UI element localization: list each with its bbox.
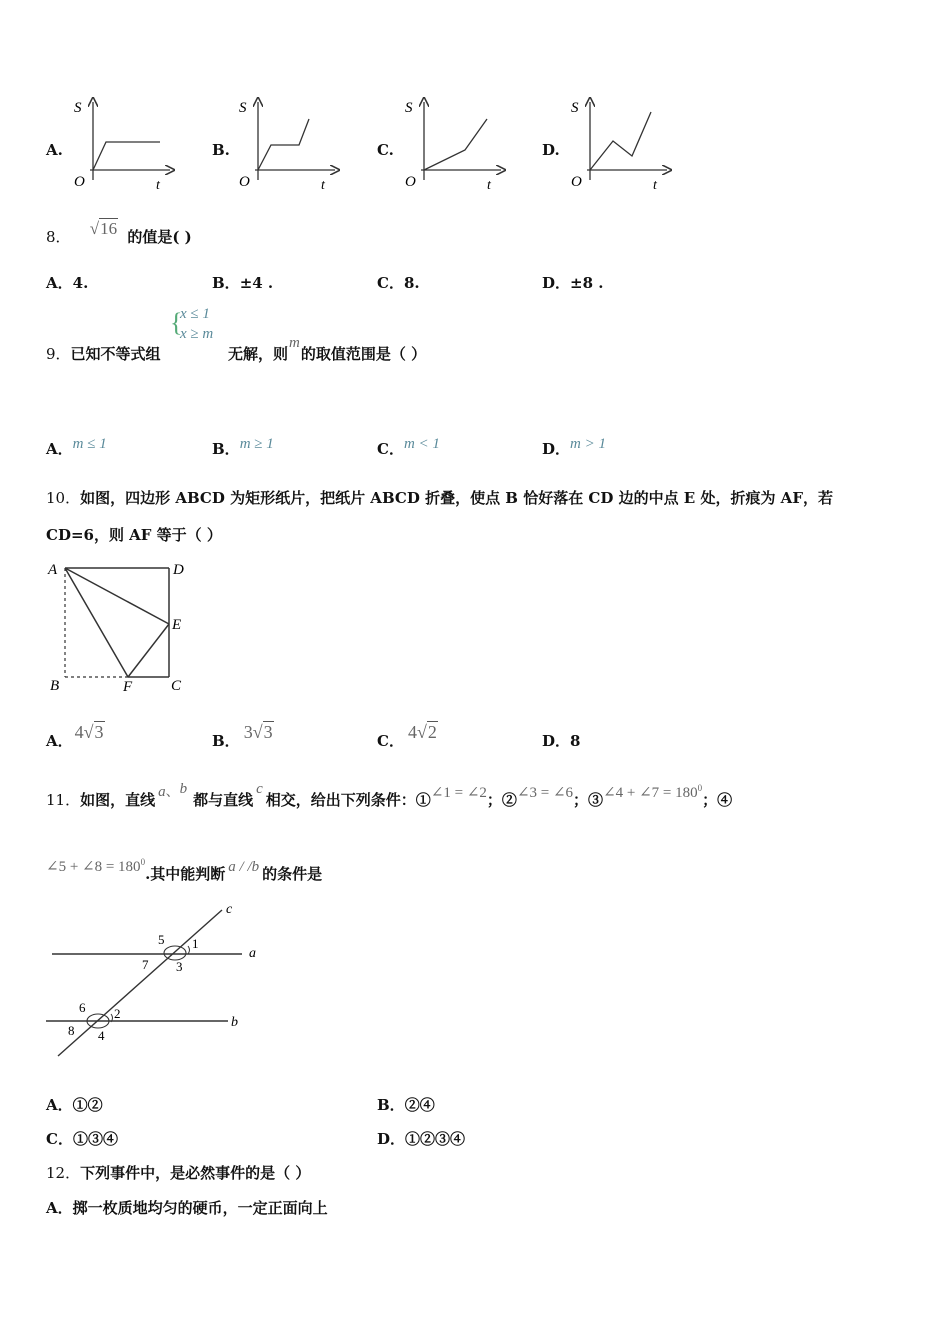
q9-option-d-value: m > 1: [570, 436, 606, 452]
q8-option-c-value: 8.: [403, 274, 420, 292]
q10-label-e: E: [172, 617, 182, 633]
q11-option-a-value: ①②: [72, 1096, 103, 1114]
q11-option-d: [377, 1128, 465, 1149]
q10-option-d-value: 8: [570, 732, 581, 750]
q10-option-b-coef: 3: [243, 722, 253, 742]
q11-cond3-main: ∠4 + ∠7 = 180: [603, 785, 698, 801]
q10-option-a-coef: 4: [74, 722, 84, 742]
q11-label-b: b: [231, 1015, 238, 1030]
q11-label-7: 7: [142, 957, 149, 972]
q7-c-origin: O: [405, 174, 416, 190]
q11-cond2: ∠3 = ∠6: [516, 785, 574, 801]
q11-figure: [44, 900, 274, 1065]
q11-t8: 的条件是: [262, 865, 323, 883]
q7-graph-b: [233, 92, 343, 192]
q9-stem-end: [228, 335, 427, 364]
q8-radicand: 16: [100, 219, 118, 238]
q8-option-d: [542, 272, 603, 293]
q7-d-origin: O: [571, 174, 582, 190]
q7-option-a-label: A.: [46, 141, 63, 159]
q12-number: 12．: [46, 1164, 81, 1182]
q10-number: 10．: [46, 489, 81, 507]
q10-option-a-radicand: 3: [94, 722, 104, 742]
q7-option-c-label: C.: [377, 141, 394, 159]
q11-t4: ；②: [486, 791, 517, 809]
q11-option-b-value: ②④: [404, 1096, 435, 1114]
q7-option-d-label: D.: [542, 141, 560, 159]
q9-text-before: 已知不等式组: [70, 345, 161, 363]
q11-option-a: [46, 1094, 103, 1115]
q12-text: 下列事件中，是必然事件的是（ ）: [80, 1164, 311, 1182]
q11-option-c-value: ①③④: [72, 1130, 118, 1148]
q9-option-c: [377, 438, 440, 459]
q11-stem-line2: [46, 857, 323, 884]
q10-label-f: F: [123, 679, 133, 695]
q8-number: 8．: [46, 228, 71, 246]
q11-option-b-label: B．: [377, 1096, 405, 1114]
q7-b-axis-s: S: [239, 100, 247, 116]
q11-option-c-label: C．: [46, 1130, 73, 1148]
q11-cond1: ∠1 = ∠2: [430, 785, 487, 801]
q9-text-mid: 无解，则: [228, 345, 289, 363]
q11-label-c: c: [226, 902, 233, 917]
q9-option-b-label: B．: [212, 440, 240, 458]
q8-option-a-label: A．: [46, 274, 73, 292]
q11-parallel: a / /b: [228, 859, 260, 875]
q11-t1: 如图，直线: [80, 791, 156, 809]
q11-label-4: 4: [98, 1028, 105, 1043]
q7-a-axis-t: t: [156, 178, 160, 192]
q10-option-c-label: C．: [377, 732, 404, 750]
q11-label-5: 5: [158, 932, 165, 947]
q9-number: 9．: [46, 345, 71, 363]
q11-option-c: [46, 1128, 118, 1149]
q9-system-line1: x ≤ 1: [180, 306, 210, 322]
q11-cond3: [603, 785, 702, 801]
q10-figure: [44, 556, 204, 696]
q11-option-d-value: ①②③④: [405, 1130, 466, 1148]
q9-option-b-value: m ≥ 1: [239, 436, 274, 452]
q8-option-d-label: D．: [542, 274, 571, 292]
q9-inequality-system: { x ≤ 1 x ≥ m: [170, 306, 214, 342]
q8-option-c: [377, 272, 420, 293]
q11-label-8: 8: [68, 1023, 75, 1038]
q10-option-a-label: A．: [46, 732, 73, 750]
q11-label-3: 3: [176, 959, 183, 974]
q12-stem: [46, 1162, 310, 1183]
q9-option-b: [212, 438, 274, 459]
q8-option-c-label: C．: [377, 274, 404, 292]
q8-option-b: [212, 272, 273, 293]
q9-option-c-value: m < 1: [403, 436, 440, 452]
q11-t5: ；③: [573, 791, 604, 809]
q11-t3: 相交，给出下列条件：①: [265, 791, 431, 809]
q8-stem: [46, 219, 192, 247]
q8-text: 的值是( ): [127, 228, 192, 246]
q10-option-d-label: D．: [542, 732, 571, 750]
q7-c-axis-t: t: [487, 178, 491, 192]
q11-label-a: a: [249, 946, 256, 961]
q8-option-b-value: ±4 .: [239, 274, 274, 292]
q11-sep: 、: [165, 785, 180, 800]
q11-cond4-main: ∠5 + ∠8 = 180: [46, 859, 141, 875]
q10-option-d: [542, 730, 580, 751]
q11-t2: 都与直线: [193, 791, 254, 809]
q9-option-d-label: D．: [542, 440, 571, 458]
q9-option-a: [46, 438, 107, 459]
q10-label-c: C: [171, 678, 182, 694]
q11-cond4-sup: 0: [140, 857, 146, 867]
q7-b-axis-t: t: [321, 178, 325, 192]
q11-cond3-sup: 0: [697, 783, 703, 793]
q11-t7: .其中能判断: [145, 865, 226, 883]
q7-d-axis-s: S: [571, 100, 579, 116]
q9-system-line2: x ≥ m: [180, 326, 214, 342]
q7-option-b-label: B.: [212, 141, 230, 159]
q9-option-a-value: m ≤ 1: [72, 436, 107, 452]
q8-option-d-value: ±8 .: [570, 274, 604, 292]
q8-sqrt: √16: [89, 219, 118, 238]
q9-option-c-label: C．: [377, 440, 404, 458]
q8-option-b-label: B．: [212, 274, 240, 292]
q11-option-d-label: D．: [377, 1130, 406, 1148]
q7-c-axis-s: S: [405, 100, 413, 116]
q7-a-axis-s: S: [74, 100, 82, 116]
q10-option-c-radicand: 2: [427, 722, 437, 742]
q11-option-a-label: A．: [46, 1096, 73, 1114]
q11-cond4: [46, 859, 145, 875]
q10-option-b-radicand: 3: [263, 722, 273, 742]
q11-label-1: 1: [192, 936, 199, 951]
q10-option-b: B． 3√3: [212, 722, 273, 750]
q10-stem-line2: CD=6，则 AF 等于（ ）: [46, 526, 222, 544]
q9-text-after: 的取值范围是（ ）: [300, 345, 427, 363]
q12-option-a-label: A．: [46, 1199, 73, 1217]
q12-option-a: [46, 1197, 328, 1218]
q7-graph-c: [399, 92, 509, 192]
q11-var-c: c: [256, 781, 263, 797]
q7-a-origin: O: [74, 174, 85, 190]
q8-option-a: [46, 272, 88, 293]
q11-t6: ；④: [702, 791, 733, 809]
q10-label-b: B: [50, 678, 60, 694]
q9-option-d: [542, 438, 606, 459]
q10-option-c: C． 4√2: [377, 722, 437, 750]
q10-option-c-coef: 4: [407, 722, 417, 742]
q11-number: 11．: [46, 791, 81, 809]
q9-stem-start: [46, 343, 161, 364]
q10-option-a: A． 4√3: [46, 722, 104, 750]
q7-d-axis-t: t: [653, 178, 657, 192]
q11-var-a: a: [158, 784, 166, 800]
q11-label-6: 6: [79, 1000, 86, 1015]
q10-stem-line1: [46, 487, 833, 508]
q11-label-2: 2: [114, 1006, 121, 1021]
q10-option-b-label: B．: [212, 732, 240, 750]
q10-label-a: A: [48, 562, 58, 578]
q9-option-a-label: A．: [46, 440, 73, 458]
q11-stem-line1: [46, 781, 733, 810]
q7-b-origin: O: [239, 174, 250, 190]
q12-option-a-text: 掷一枚质地均匀的硬币，一定正面向上: [72, 1199, 328, 1217]
q11-option-b: [377, 1094, 435, 1115]
q7-graph-a: [68, 92, 178, 192]
q11-var-b: b: [179, 781, 188, 797]
q7-graph-d: [565, 92, 675, 192]
q10-label-d: D: [173, 562, 184, 578]
q10-line1: 如图，四边形 ABCD 为矩形纸片，把纸片 ABCD 折叠，使点 B 恰好落在 CD 边的中点 E 处，折痕为 AF，若: [80, 489, 833, 507]
q8-option-a-value: 4.: [72, 274, 89, 292]
q9-var-m: m: [289, 335, 300, 351]
